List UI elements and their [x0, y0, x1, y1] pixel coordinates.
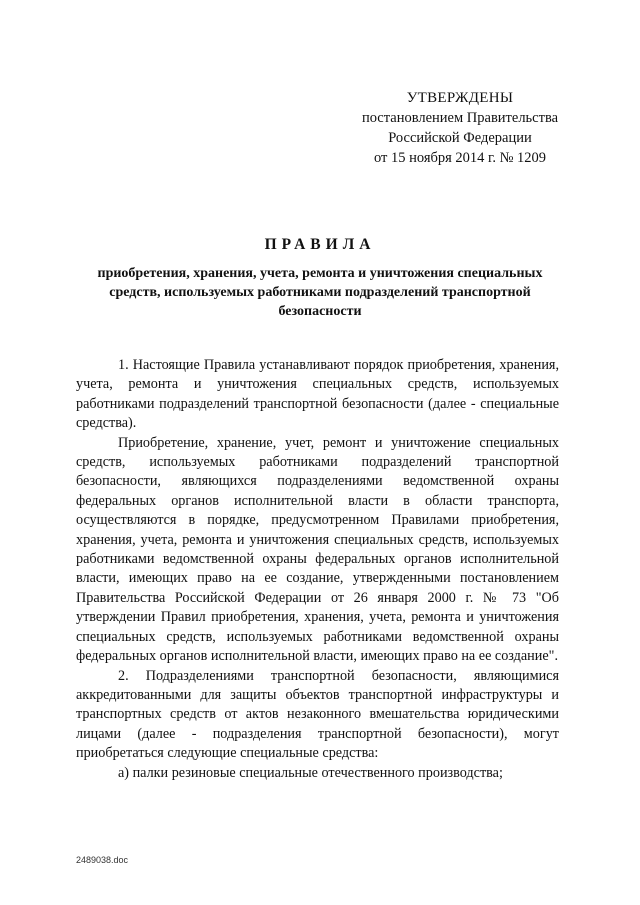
paragraph-4: а) палки резиновые специальные отечественного производства;	[118, 764, 503, 781]
paragraph-2: Приобретение, хранение, учет, ремонт и уничтожение специальных средств, используемых работниками подразделений транспортной безопасности, являющихся подразделениями ведомственной охраны федеральных органов исполнительной власти в области транспорта, осуществляются в порядке, предусмотренном Правилами приобретения, хранения, учета, ремонта и уничтожения специальных средств, используемых работниками ведомственной охраны федеральных органов исполнительной власти, имеющих право на ее создание, утвержденными постановлением Правительства Российской Федерации от 26 января 2000 г. № 73 "Об утверждении Правил приобретения, хранения, учета, ремонта и уничтожения специальных средств, используемых работниками ведомственной охраны федеральных органов исполнительной власти, имеющих право на ее создание".	[76, 434, 559, 665]
approval-line-2: Российской Федерации	[388, 130, 532, 146]
approval-head: УТВЕРЖДЕНЫ	[406, 90, 514, 106]
approval-line-3: от 15 ноября 2014 г. № 1209	[373, 150, 547, 166]
document-title: ПРАВИЛА	[264, 236, 376, 253]
document-subtitle: приобретения, хранения, учета, ремонта и уничтожения специальных средств, используемых работниками подразделений транспортной безопасности	[97, 266, 543, 319]
file-name-footer: 2489038.doc	[76, 855, 129, 865]
approval-line-1: постановлением Правительства	[361, 110, 559, 126]
document-body	[76, 356, 559, 783]
approval-stamp	[340, 88, 580, 168]
paragraph-1: 1. Настоящие Правила устанавливают порядок приобретения, хранения, учета, ремонта и уничтожения специальных средств, используемых работниками подразделений транспортной безопасности (далее - специальные средства).	[76, 357, 559, 432]
paragraph-3: 2. Подразделениями транспортной безопасности, являющимися аккредитованными для защиты объектов транспортной инфраструктуры и транспортных средств от актов незаконного вмешательства юридическими лицами (далее - подразделения транспортной безопасности), могут приобретаться следующие специальные средства:	[76, 667, 559, 762]
